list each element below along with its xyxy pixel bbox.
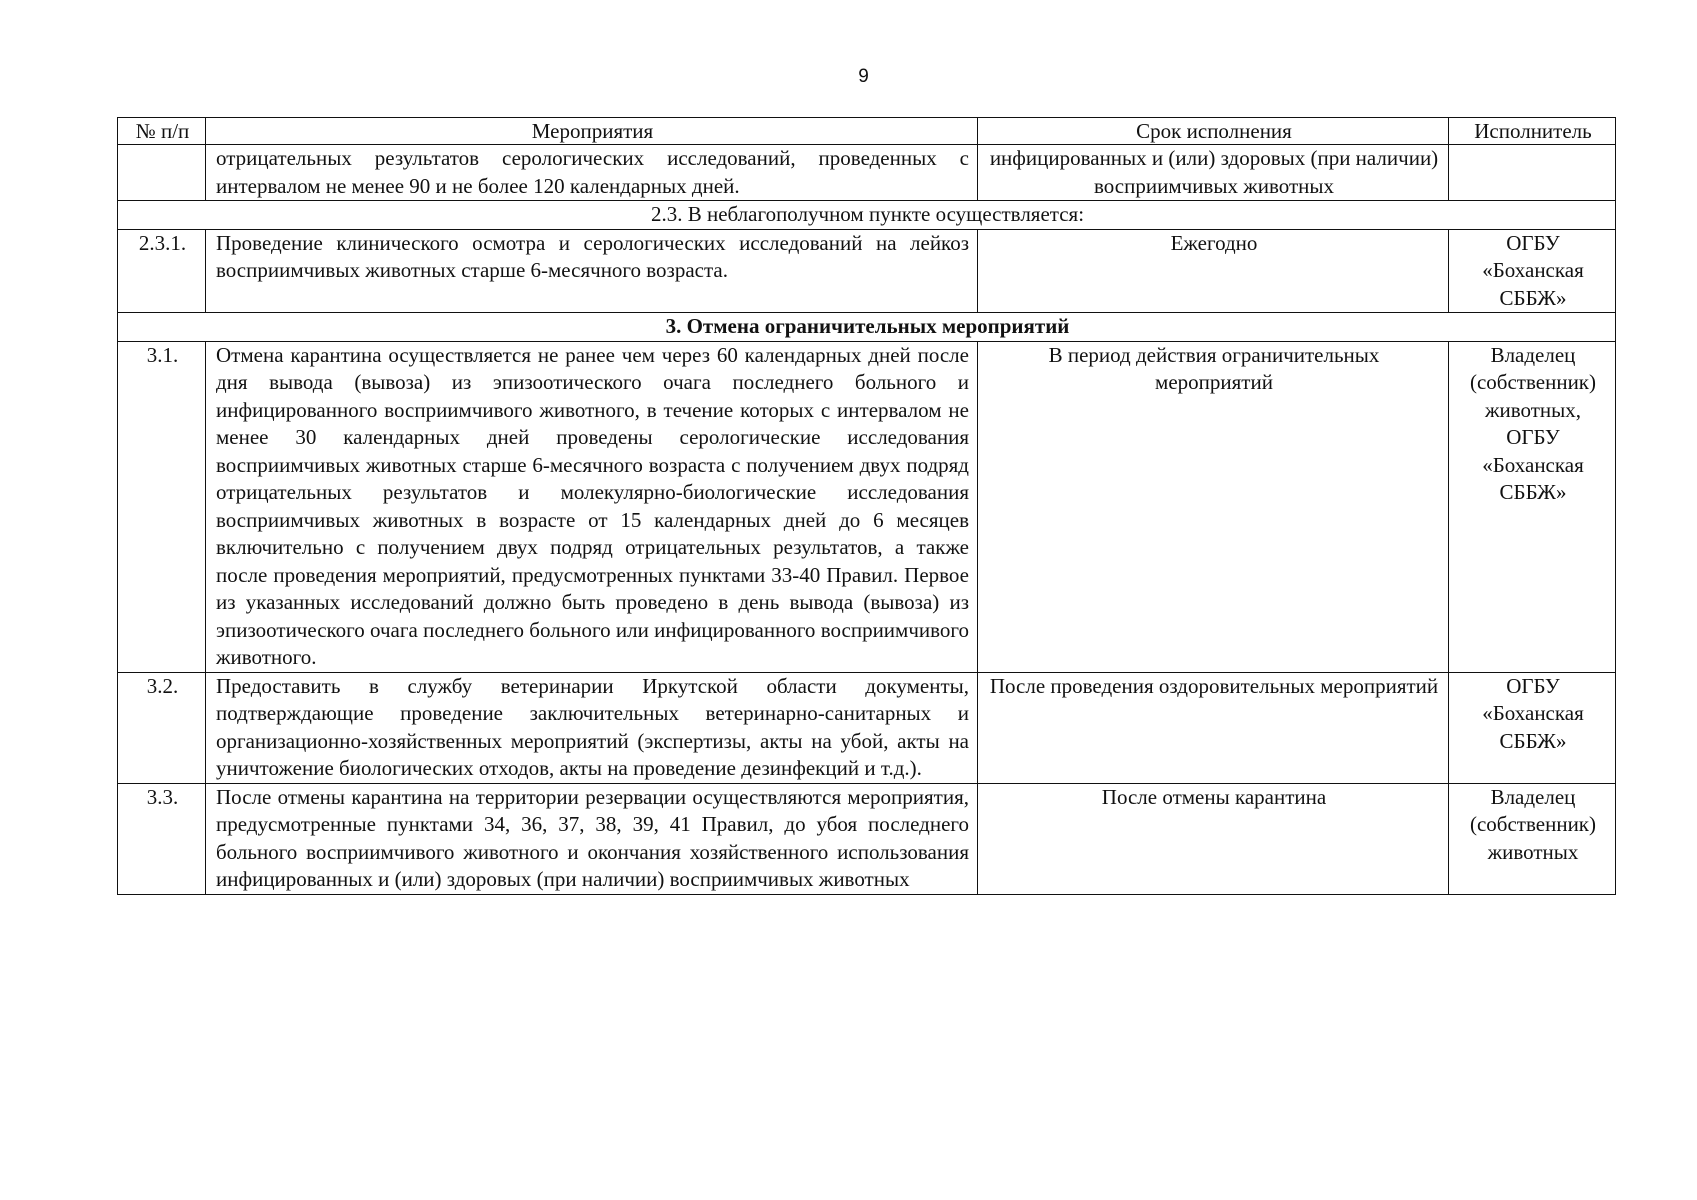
row-deadline: После отмены карантина xyxy=(978,783,1449,894)
row-number: 3.3. xyxy=(118,783,206,894)
row-executor: Владелец (собственник) животных xyxy=(1449,783,1616,894)
section-heading-3 xyxy=(118,313,1616,342)
section-title: 2.3. В неблагополучном пункте осуществляется: xyxy=(118,201,1616,230)
header-measures: Мероприятия xyxy=(206,118,978,145)
header-deadline: Срок исполнения xyxy=(978,118,1449,145)
page-number: 9 xyxy=(858,66,869,87)
section-title: 3. Отмена ограничительных мероприятий xyxy=(118,313,1616,342)
row-executor: ОГБУ «Боханская СББЖ» xyxy=(1449,229,1616,313)
row-deadline: После проведения оздоровительных мероприятий xyxy=(978,672,1449,783)
row-executor: ОГБУ «Боханская СББЖ» xyxy=(1449,672,1616,783)
row-measure-text: отрицательных результатов серологических исследований, проведенных с интервалом не менее 90 и не более 120 календарных дней. xyxy=(206,145,978,201)
table-row-continuation xyxy=(118,145,1616,201)
table-row-3-3 xyxy=(118,783,1616,894)
table-header-row xyxy=(118,118,1616,145)
measures-table xyxy=(117,117,1616,895)
row-deadline: инфицированных и (или) здоровых (при наличии) восприимчивых животных xyxy=(978,145,1449,201)
header-executor: Исполнитель xyxy=(1449,118,1616,145)
row-number: 2.3.1. xyxy=(118,229,206,313)
row-measure-text: Отмена карантина осуществляется не ранее чем через 60 календарных дней после дня вывода (вывоза) из эпизоотического очага последнего больного и инфицированного восприимчивого животного, в течение которых с интервалом не менее 30 календарных дней проведены серологические исследования восприимчивых животных старше 6-месячного возраста с получением двух подряд отрицательных результатов и молекулярно-биологические исследования восприимчивых животных в возрасте от 15 календарных дней до 6 месяцев включительно с получением двух подряд отрицательных результатов, а также после проведения мероприятий, предусмотренных пунктами 33-40 Правил. Первое из указанных исследований должно быть проведено в день вывода (вывоза) из эпизоотического очага последнего больного или инфицированного восприимчивого животного. xyxy=(206,341,978,672)
row-deadline: В период действия ограничительных мероприятий xyxy=(978,341,1449,672)
row-executor: Владелец (собственник) животных, ОГБУ «Боханская СББЖ» xyxy=(1449,341,1616,672)
row-number xyxy=(118,145,206,201)
section-heading-2-3 xyxy=(118,201,1616,230)
row-executor xyxy=(1449,145,1616,201)
row-measure-text: Проведение клинического осмотра и серологических исследований на лейкоз восприимчивых животных старше 6-месячного возраста. xyxy=(206,229,978,313)
table-row-3-2 xyxy=(118,672,1616,783)
row-measure-text: После отмены карантина на территории резервации осуществляются мероприятия, предусмотренные пунктами 34, 36, 37, 38, 39, 41 Правил, до убоя последнего больного восприимчивого животного и окончания хозяйственного использования инфицированных и (или) здоровых (при наличии) восприимчивых животных xyxy=(206,783,978,894)
row-deadline: Ежегодно xyxy=(978,229,1449,313)
header-number: № п/п xyxy=(118,118,206,145)
row-number: 3.1. xyxy=(118,341,206,672)
row-measure-text: Предоставить в службу ветеринарии Иркутской области документы, подтверждающие проведение заключительных ветеринарно-санитарных и организационно-хозяйственных мероприятий (экспертизы, акты на убой, акты на уничтожение биологических отходов, акты на проведение дезинфекций и т.д.). xyxy=(206,672,978,783)
table-row-2-3-1 xyxy=(118,229,1616,313)
row-number: 3.2. xyxy=(118,672,206,783)
table-row-3-1 xyxy=(118,341,1616,672)
